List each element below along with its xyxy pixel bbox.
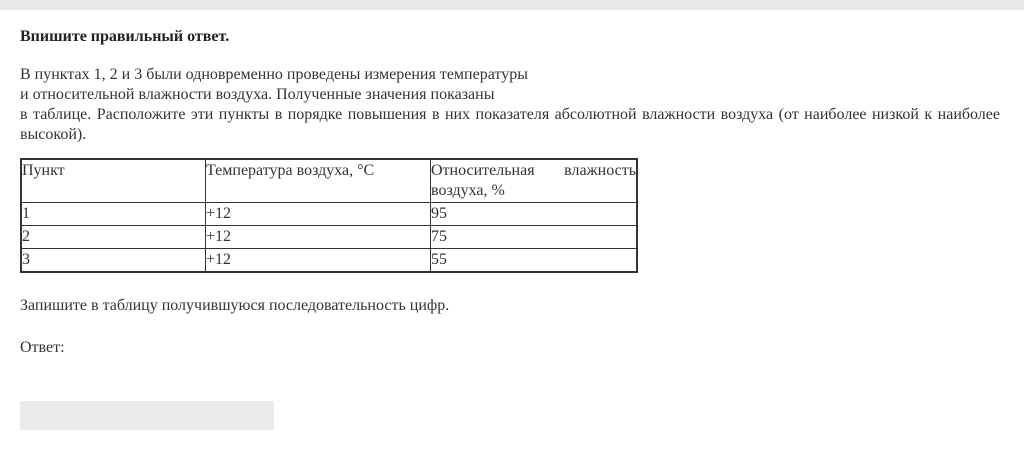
cell-point: 1 xyxy=(21,203,206,226)
table-row xyxy=(21,203,637,226)
question-text xyxy=(20,65,1000,145)
measurements-table xyxy=(20,158,638,273)
header-humidity: Относительная влажность воздуха, % xyxy=(431,159,638,203)
table-row xyxy=(21,249,637,273)
table-row xyxy=(21,226,637,249)
header-temperature: Температура воздуха, °С xyxy=(206,159,431,203)
answer-label: Ответ: xyxy=(20,339,65,356)
cell-humidity: 75 xyxy=(431,226,638,249)
cell-point: 3 xyxy=(21,249,206,273)
answer-input[interactable] xyxy=(20,401,274,430)
cell-point: 2 xyxy=(21,226,206,249)
question-line-3: в таблице. Расположите эти пункты в порядке повышения в них показателя абсолютной влажности воздуха (от наиболее низкой к наиболее высокой). xyxy=(20,106,1000,143)
cell-humidity: 55 xyxy=(431,249,638,273)
cell-temperature: +12 xyxy=(206,203,431,226)
top-bar xyxy=(0,0,1024,10)
task-instruction: Впишите правильный ответ. xyxy=(20,28,230,45)
cell-temperature: +12 xyxy=(206,249,431,273)
cell-temperature: +12 xyxy=(206,226,431,249)
table-header-row xyxy=(21,159,637,203)
task-content xyxy=(20,27,1000,358)
header-point: Пункт xyxy=(21,159,206,203)
sequence-instruction: Запишите в таблицу получившуюся последовательность цифр. xyxy=(20,297,450,314)
question-line-1: В пунктах 1, 2 и 3 были одновременно проведены измерения температуры xyxy=(20,66,528,83)
cell-humidity: 95 xyxy=(431,203,638,226)
question-line-2: и относительной влажности воздуха. Полученные значения показаны xyxy=(20,86,495,103)
